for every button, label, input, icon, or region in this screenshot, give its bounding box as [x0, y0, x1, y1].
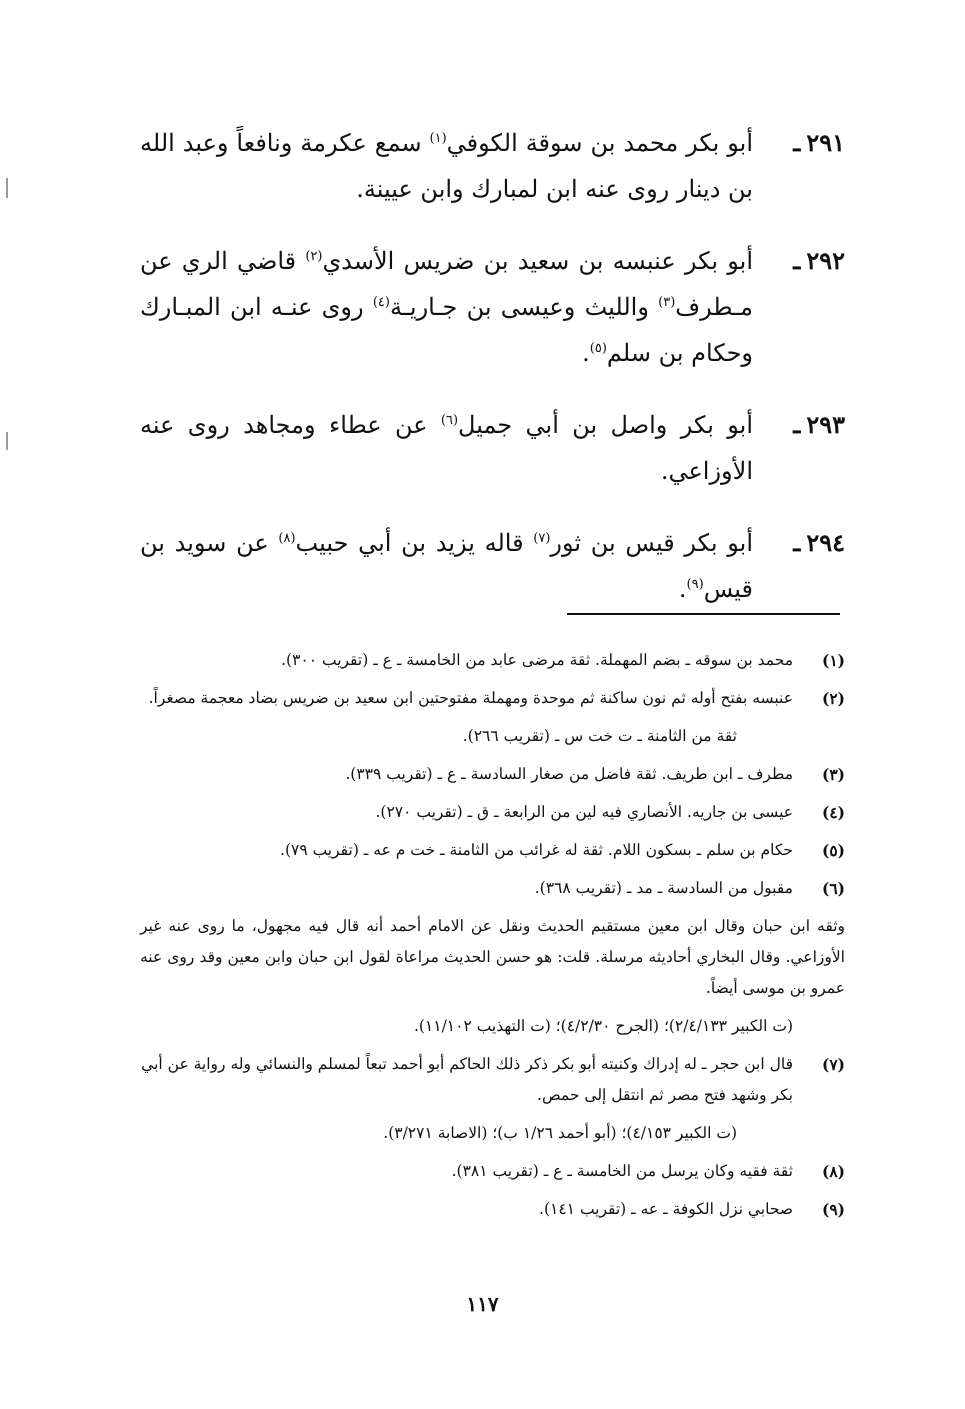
footnote-ref: (٨)	[278, 531, 296, 546]
entry-dash: ـ	[793, 410, 801, 439]
entry-number-value: ٢٩٣	[806, 410, 845, 439]
footnote-text: مقبول من السادسة ـ مد ـ (تقريب ٣٦٨).	[534, 879, 793, 897]
entry-text-part: عن عطاء ومجاهد روى عنه الأوزاعي.	[140, 411, 753, 485]
entry-number-value: ٢٩١	[806, 128, 845, 157]
footnote-ref: (٩)	[686, 577, 704, 592]
entry-text-part: قاله يزيد بن أبي حبيب	[295, 529, 534, 557]
footnote-number: (٦)	[821, 879, 845, 898]
footnote-number: (٨)	[821, 1162, 845, 1181]
footnote-number: (٣)	[821, 765, 845, 784]
entry-text-part: سمع عكرمة ونافعاً وعبد الله بن دينار روى عنه ابن لمبارك وابن عيينة.	[140, 129, 753, 203]
footnote-9	[140, 1194, 845, 1225]
footnote-number: (٤)	[821, 803, 845, 822]
footnote-ref: (٦)	[440, 413, 459, 428]
entry-number	[753, 402, 845, 494]
entry-294	[140, 520, 845, 612]
footnote-text: عنبسه بفتح أوله ثم نون ساكنة ثم موحدة ومهملة مفتوحتين ابن سعيد بن ضريس بضاد معجمة مصغراً.	[148, 689, 793, 707]
footnote-6	[140, 873, 845, 904]
footnote-ref: (١)	[429, 131, 447, 146]
footnote-continuation: ثقة من الثامنة ـ ت خت س ـ (تقريب ٢٦٦).	[462, 727, 737, 745]
footnote-text: عيسى بن جاريه. الأنصاري فيه لين من الرابعة ـ ق ـ (تقريب ٢٧٠).	[375, 803, 793, 821]
entry-text-part: روى عنـه ابن المبـارك وحكام بن سلم	[140, 293, 753, 367]
entry-number-value: ٢٩٢	[806, 246, 845, 275]
entry-text-part: عن سويد بن قيس	[140, 529, 753, 603]
footnote-ref: (٣)	[658, 295, 676, 310]
footnote-ref: (٢)	[305, 249, 323, 264]
footnote-number: (١)	[821, 651, 845, 670]
entry-text-part: .	[678, 575, 687, 603]
footnote-text: ثقة فقيه وكان يرسل من الخامسة ـ ع ـ (تقريب ٣٨١).	[451, 1162, 793, 1180]
footnote-ref: (٥)	[589, 341, 607, 356]
footnote-citation: (ت الكبير ٢/٤/١٣٣)؛ (الجرح ٤/٢/٣٠)؛ (ت التهذيب ١١/١٠٢).	[413, 1017, 793, 1035]
entry-291	[140, 120, 845, 212]
entry-text-part: والليث وعيسى بن جـاريـة	[389, 293, 659, 321]
footnote-text: محمد بن سوقه ـ بضم المهملة. ثقة مرضى عابد من الخامسة ـ ع ـ (تقريب ٣٠٠).	[281, 651, 793, 669]
footnote-continuation: وثقه ابن حبان وقال ابن معين مستقيم الحديث ونقل عن الامام أحمد أنه قال فيه مجهول، ما روى عنه غير الأوزاعي. وقال البخاري أحاديثه مرسلة. قلت: هو حسن الحديث مراعاة لقول ابن حبان وابن معين وقد روى عنه عمرو بن موسى أيضاً.	[140, 917, 845, 997]
entry-text-part: أبو بكر واصل بن أبي جميل	[458, 411, 753, 439]
main-text	[140, 120, 845, 638]
footnote-5	[140, 835, 845, 866]
footnote-ref: (٧)	[533, 531, 551, 546]
entry-text	[140, 402, 753, 494]
footnote-text: حكام بن سلم ـ بسكون اللام. ثقة له غرائب من الثامنة ـ خت م عه ـ (تقريب ٧٩).	[280, 841, 793, 859]
entry-text-part: أبو بكر قيس بن ثور	[550, 529, 753, 557]
margin-mark	[6, 178, 8, 198]
entry-text-part: أبو بكر محمد بن سوقة الكوفي	[446, 129, 753, 157]
entry-number	[753, 120, 845, 212]
footnote-divider	[567, 613, 840, 615]
footnote-citation: (ت الكبير ٤/١٥٣)؛ (أبو أحمد ١/٢٦ ب)؛ (الاصابة ٣/٢٧١).	[383, 1124, 737, 1142]
entry-293	[140, 402, 845, 494]
footnote-7	[140, 1049, 845, 1111]
footnote-number: (٩)	[821, 1200, 845, 1219]
footnote-text: قال ابن حجر ـ له إدراك وكنيته أبو بكر ذكر ذلك الحاكم أبو أحمد تبعاً لمسلم والنسائي وله رواية عن أبي بكر وشهد فتح مصر ثم انتقل إلى حمص.	[141, 1055, 793, 1104]
entry-dash: ـ	[793, 128, 801, 157]
entry-text	[140, 238, 753, 376]
entry-text	[140, 120, 753, 212]
entry-text	[140, 520, 753, 612]
entry-dash: ـ	[793, 528, 801, 557]
page-number: ١١٧	[466, 1292, 499, 1316]
footnote-8	[140, 1156, 845, 1187]
entry-text-part: أبو بكر عنبسه بن سعيد بن ضريس الأسدي	[322, 247, 753, 275]
footnote-4	[140, 797, 845, 828]
footnote-1	[140, 645, 845, 676]
footnote-number: (٧)	[821, 1055, 845, 1074]
footnote-number: (٢)	[821, 689, 845, 708]
footnote-text: مطرف ـ ابن طريف. ثقة فاضل من صغار السادسة ـ ع ـ (تقريب ٣٣٩).	[345, 765, 793, 783]
entry-text-part: قاضي الري عن مـطرف	[140, 247, 753, 321]
entry-number	[753, 520, 845, 612]
footnotes	[140, 645, 845, 1232]
footnote-text: صحابي نزل الكوفة ـ عه ـ (تقريب ١٤١).	[539, 1200, 793, 1218]
footnote-2	[140, 683, 845, 714]
margin-mark	[6, 432, 8, 450]
entry-number-value: ٢٩٤	[806, 528, 845, 557]
footnote-ref: (٤)	[372, 295, 390, 310]
entry-number	[753, 238, 845, 376]
footnote-3	[140, 759, 845, 790]
entry-dash: ـ	[793, 246, 801, 275]
entry-text-part: .	[582, 339, 590, 367]
footnote-number: (٥)	[821, 841, 845, 860]
entry-292	[140, 238, 845, 376]
